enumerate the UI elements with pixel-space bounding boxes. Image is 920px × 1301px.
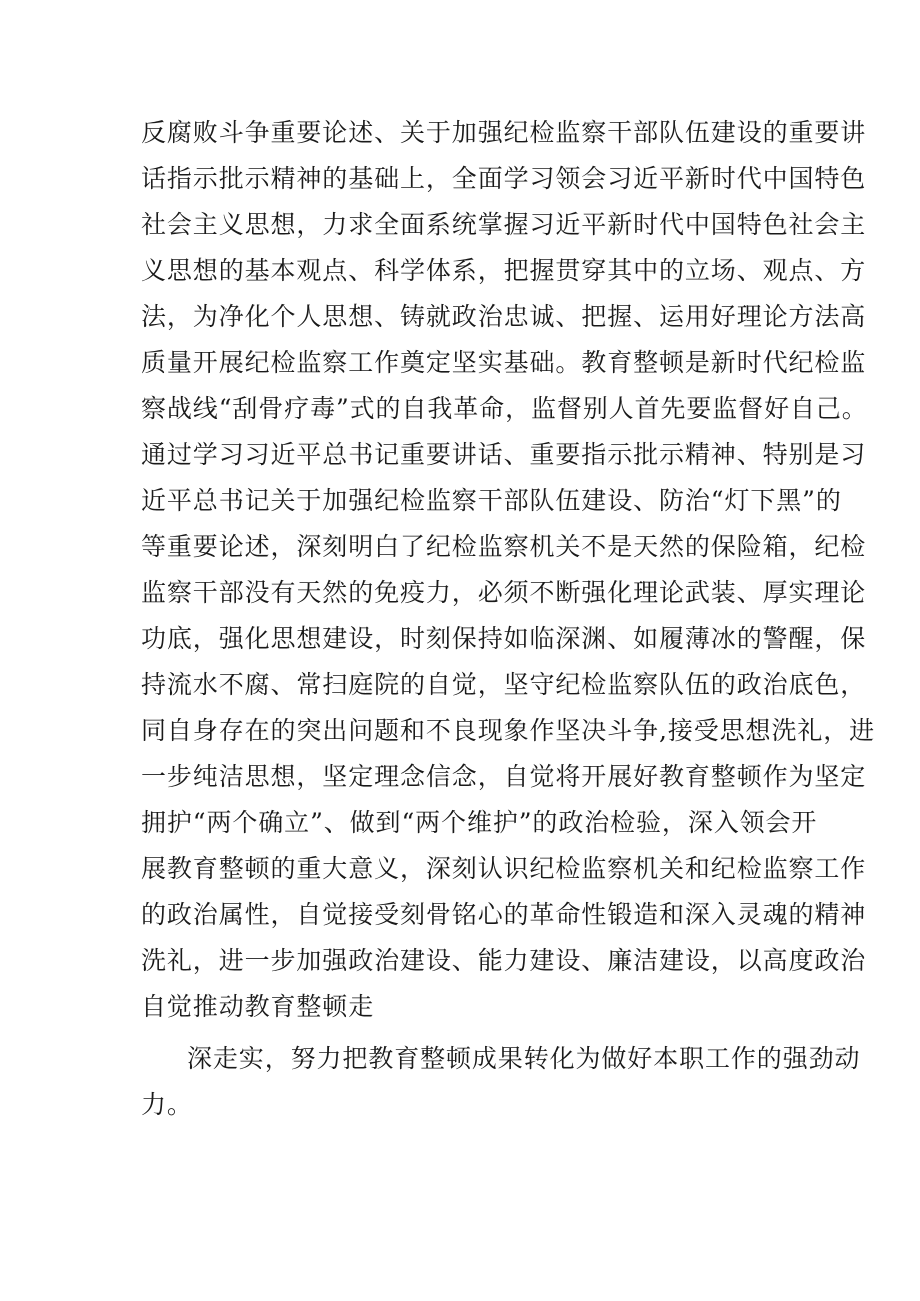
paragraph-1-line-2: 话指示批示精神的基础上，全面学习领会习近平新时代中国特色 bbox=[141, 164, 867, 193]
paragraph-1-line-17: 展教育整顿的重大意义，深刻认识纪检监察机关和纪检监察工作 bbox=[141, 854, 867, 883]
paragraph-1-line-15: 一步纯洁思想，坚定理念信念，自觉将开展好教育整顿作为坚定 bbox=[141, 762, 867, 791]
paragraph-1-line-19: 洗礼，进一步加强政治建设、能力建设、廉洁建设，以高度政治 bbox=[141, 946, 867, 975]
paragraph-1-line-11: 监察干部没有天然的免疫力，必须不断强化理论武装、厚实理论 bbox=[141, 578, 867, 607]
paragraph-1-line-3: 社会主义思想，力求全面系统掌握习近平新时代中国特色社会主 bbox=[141, 210, 867, 239]
paragraph-1-line-9: 近平总书记关于加强纪检监察干部队伍建设、防治“灯下黑”的 bbox=[141, 486, 842, 515]
paragraph-1-line-16: 拥护“两个确立”、做到“两个维护”的政治检验，深入领会开 bbox=[141, 808, 818, 837]
paragraph-1-line-1: 反腐败斗争重要论述、关于加强纪检监察干部队伍建设的重要讲 bbox=[141, 118, 867, 147]
paragraph-1-line-4: 义思想的基本观点、科学体系，把握贯穿其中的立场、观点、方 bbox=[141, 256, 867, 285]
paragraph-1-line-7: 察战线“刮骨疗毒”式的自我革命，监督别人首先要监督好自己。 bbox=[141, 394, 868, 423]
paragraph-1-line-8: 通过学习习近平总书记重要讲话、重要指示批示精神、特别是习 bbox=[141, 440, 867, 469]
paragraph-1-line-13: 持流水不腐、常扫庭院的自觉，坚守纪检监察队伍的政治底色， bbox=[141, 670, 867, 699]
paragraph-1-line-18: 的政治属性，自觉接受刻骨铭心的革命性锻造和深入灵魂的精神 bbox=[141, 900, 867, 929]
paragraph-2-line-2: 力。 bbox=[141, 1090, 193, 1119]
paragraph-1-line-10: 等重要论述，深刻明白了纪检监察机关不是天然的保险箱，纪检 bbox=[141, 532, 867, 561]
paragraph-2-line-1: 深走实，努力把教育整顿成果转化为做好本职工作的强劲动 bbox=[187, 1044, 861, 1073]
paragraph-1-line-5: 法，为净化个人思想、铸就政治忠诚、把握、运用好理论方法高 bbox=[141, 302, 867, 331]
paragraph-1-line-12: 功底，强化思想建设，时刻保持如临深渊、如履薄冰的警醒，保 bbox=[141, 624, 867, 653]
paragraph-1-line-20: 自觉推动教育整顿走 bbox=[141, 992, 375, 1021]
paragraph-1-line-14: 同自身存在的突出问题和不良现象作坚决斗争,接受思想洗礼，进 bbox=[141, 716, 876, 745]
paragraph-1-line-6: 质量开展纪检监察工作奠定坚实基础。教育整顿是新时代纪检监 bbox=[141, 348, 867, 377]
